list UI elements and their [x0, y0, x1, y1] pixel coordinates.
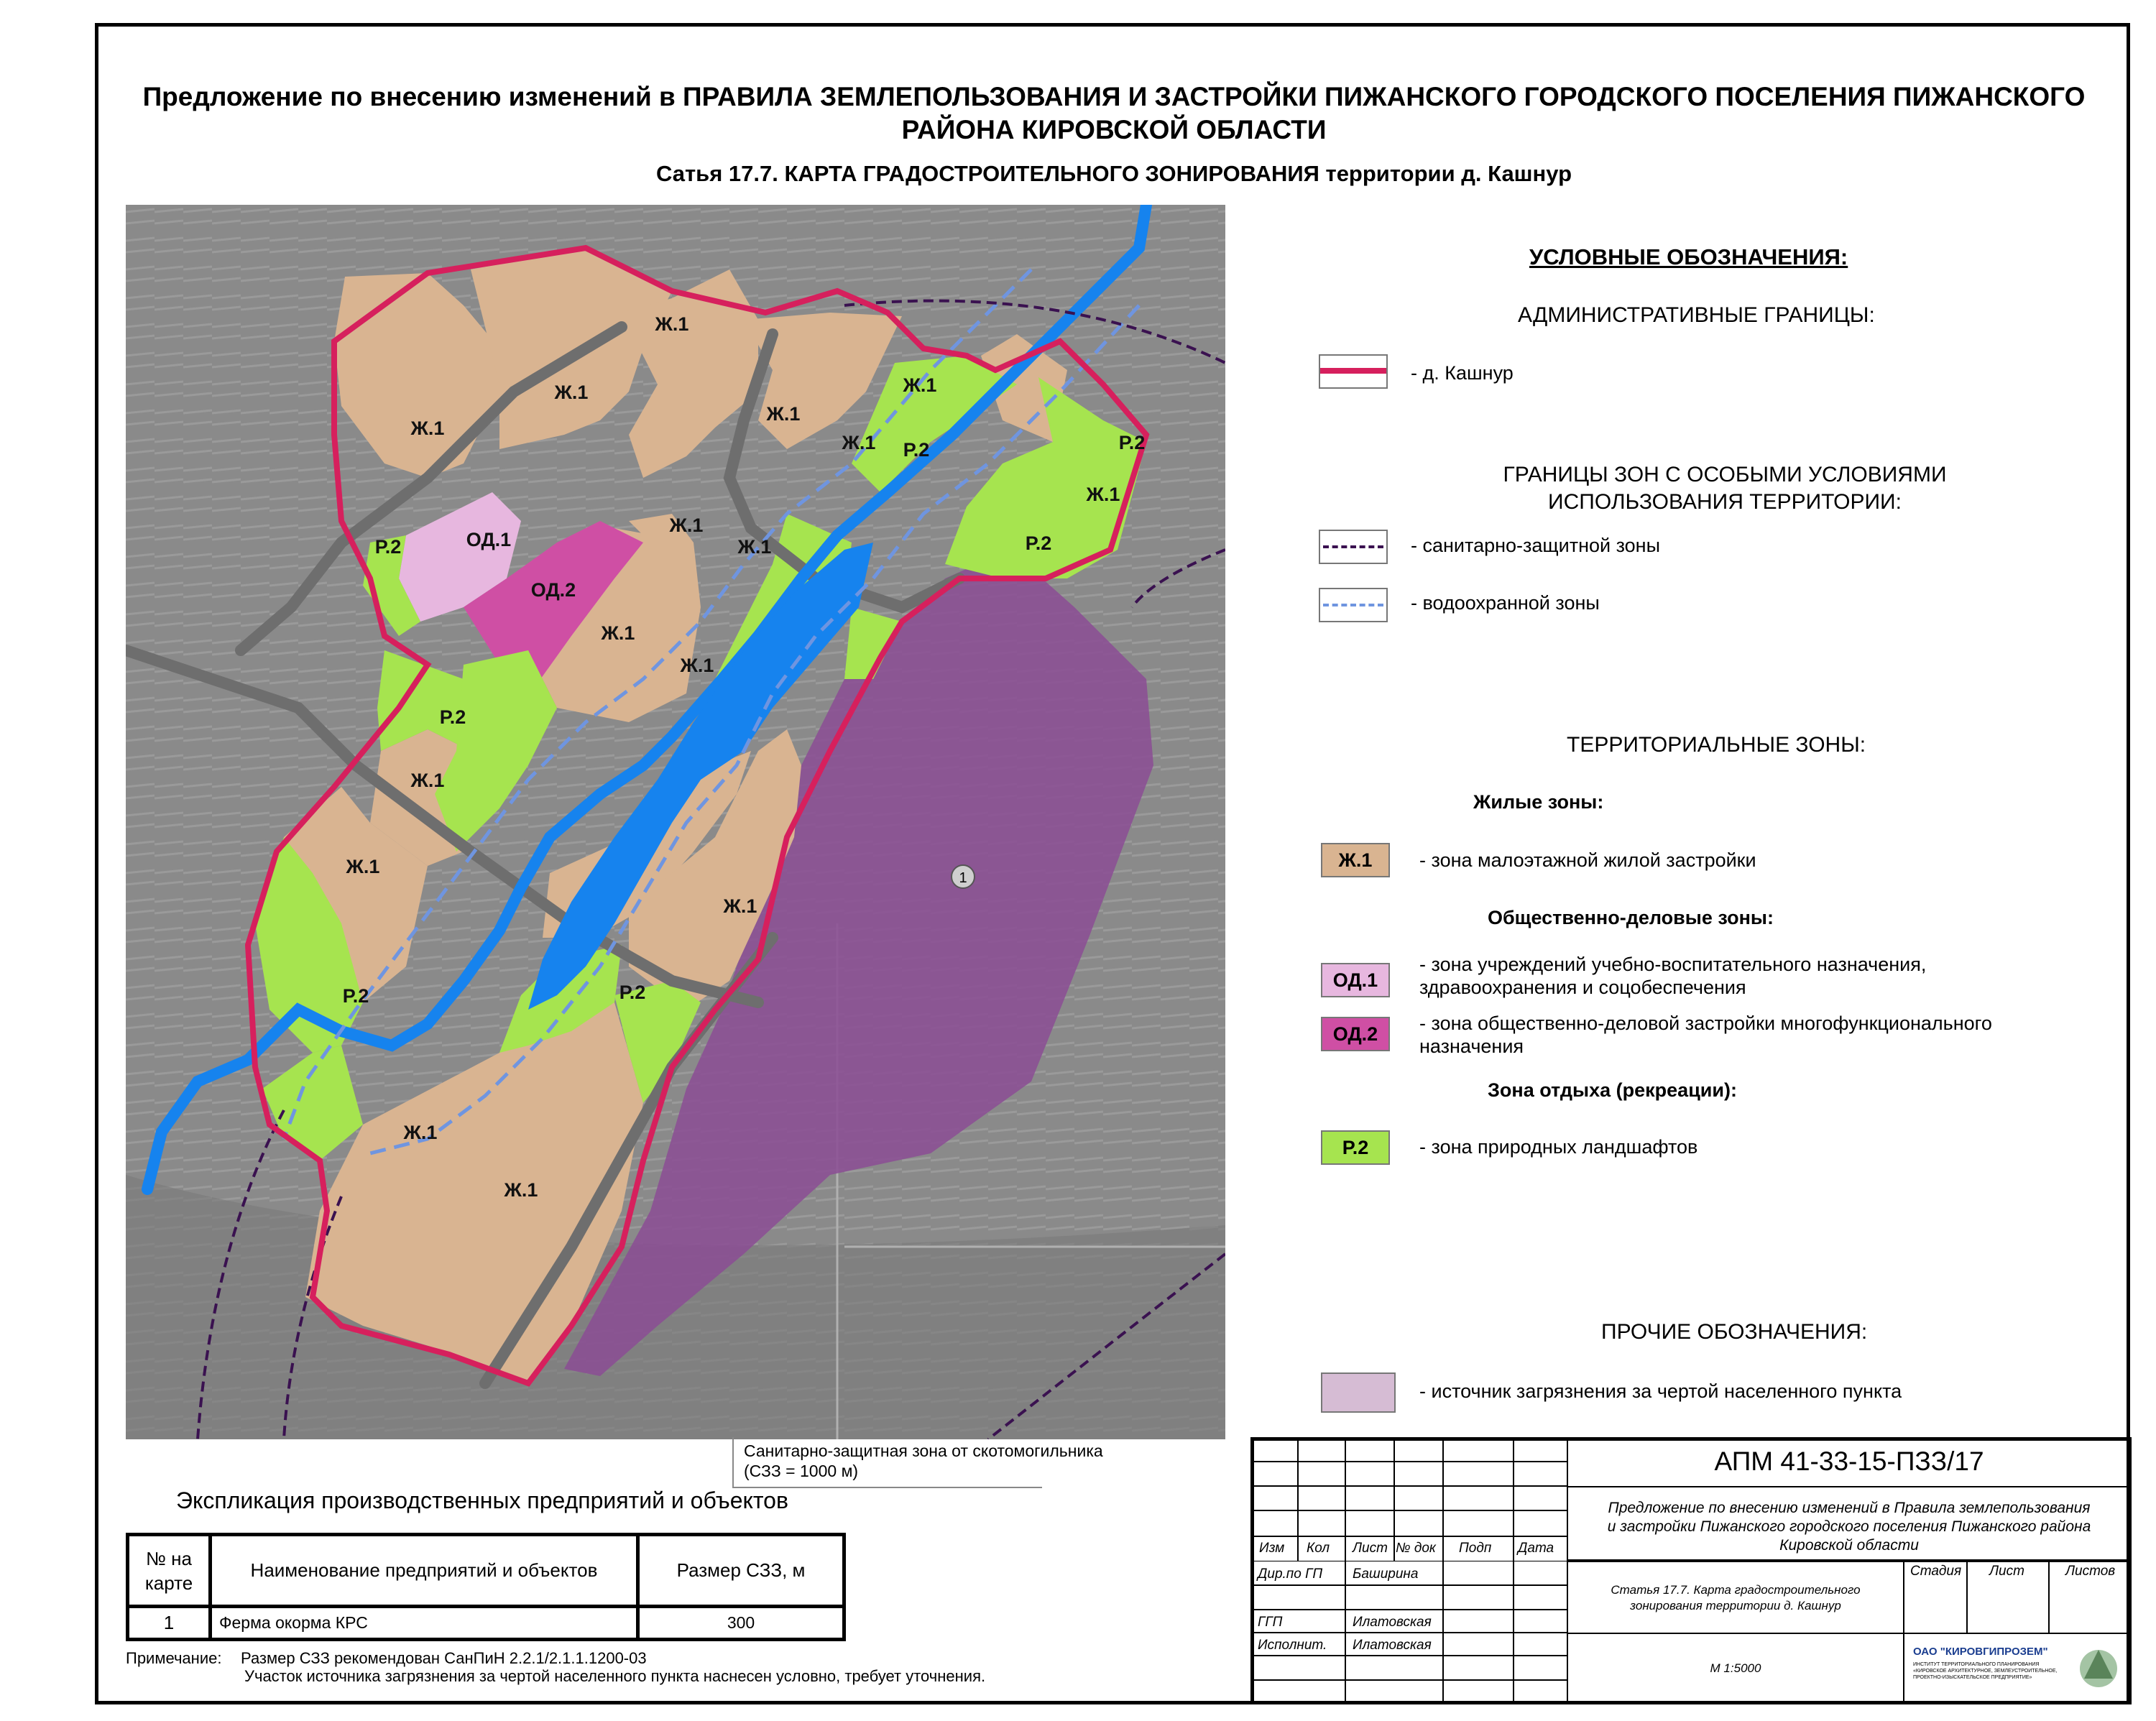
- zone-label: Р.2: [1118, 432, 1146, 453]
- business-heading: Общественно-деловые зоны:: [1488, 907, 1774, 928]
- zone-label: Р.2: [1025, 532, 1052, 554]
- special-heading: ГРАНИЦЫ ЗОН С ОСОБЫМИ УСЛОВИЯМИ ИСПОЛЬЗОВАНИЯ ТЕРРИТОРИИ:: [1503, 463, 1947, 514]
- zone-label: Ж.1: [554, 382, 589, 403]
- zone-label: Р.2: [342, 985, 369, 1007]
- zone-label: Ж.1: [504, 1179, 538, 1201]
- table-header: Наименование предприятий и объектов: [211, 1535, 638, 1607]
- zone-label: Р.2: [903, 439, 930, 461]
- od2-item: - зона общественно-деловой застройки многофункционального назначения: [1419, 1012, 1992, 1057]
- table-header: Размер СЗЗ, м: [638, 1535, 844, 1607]
- scale-label: М 1:5000: [1567, 1633, 1904, 1704]
- admin-item: - д. Кашнур: [1411, 362, 1514, 384]
- note-label: Примечание:: [126, 1649, 222, 1667]
- zone-label: Р.2: [439, 706, 466, 728]
- table-header: № на карте: [128, 1535, 211, 1607]
- role-label: ГГП: [1258, 1615, 1283, 1630]
- sheets-cell: [2048, 1561, 2132, 1634]
- zone-label: Ж.1: [903, 374, 937, 396]
- od1-swatch: ОД.1: [1321, 963, 1390, 997]
- territorial-heading: ТЕРРИТОРИАЛЬНЫЕ ЗОНЫ:: [1567, 733, 1866, 757]
- title-line-1: Предложение по внесению изменений в ПРАВИЛА ЗЕМЛЕПОЛЬЗОВАНИЯ И ЗАСТРОЙКИ ПИЖАНСКОГО ГОРОДСКОГО ПОСЕЛЕНИЯ ПИЖАНСКОГО: [142, 82, 2086, 111]
- sheets-header: Листов: [2065, 1564, 2116, 1579]
- title-line-2: РАЙОНА КИРОВСКОЙ ОБЛАСТИ: [901, 115, 1327, 144]
- zone-label: Р.2: [619, 982, 646, 1003]
- name-label: Баширина: [1353, 1567, 1419, 1582]
- org-name: ОАО "КИРОВГИПРОЗЕМ": [1913, 1646, 2064, 1658]
- zh1-swatch: Ж.1: [1321, 843, 1390, 877]
- drawing-description: Предложение по внесению изменений в Правила землепользования и застройки Пижанского городского поселения Пижанского района Кировской области: [1567, 1486, 2132, 1561]
- zone-label: ОД.2: [530, 579, 576, 601]
- note-line-1: Размер СЗЗ рекомендован СанПиН 2.2.1/2.1.1.1200-03: [241, 1649, 647, 1667]
- object-number: 1: [959, 870, 967, 886]
- sanitary-zone-caption: Санитарно-защитная зона от скотомогильника (СЗЗ = 1000 м): [744, 1441, 1103, 1480]
- zone-label: Ж.1: [403, 1122, 438, 1143]
- sanitary-line-swatch: [1319, 530, 1388, 564]
- name-label: Илатовская: [1353, 1638, 1432, 1653]
- table-cell: Ферма окорма КРС: [211, 1607, 638, 1640]
- zone-label: Ж.1: [842, 432, 876, 453]
- note-line-2: Участок источника загрязнения за чертой населенного пункта наснесен условно, требует уточнения.: [244, 1667, 986, 1685]
- col-header: Лист: [1353, 1541, 1388, 1556]
- zoning-map: [126, 205, 1225, 1439]
- role-label: Исполнит.: [1258, 1638, 1327, 1653]
- sheet-title: Статья 17.7. Карта градостроительного зонирования территории д. Кашнур: [1567, 1561, 1904, 1634]
- zone-label: Ж.1: [766, 403, 801, 425]
- r2-item: - зона природных ландшафтов: [1419, 1136, 1698, 1158]
- boundary-swatch: [1319, 354, 1388, 389]
- drawing-code: АПМ 41-33-15-ПЗЗ/17: [1567, 1437, 2132, 1487]
- zone-label: ОД.1: [466, 529, 512, 550]
- stage-header: Стадия: [1910, 1564, 1962, 1579]
- org-logo-cell: [1903, 1633, 2132, 1704]
- zone-label: Ж.1: [737, 536, 772, 558]
- legend-heading: УСЛОВНЫЕ ОБОЗНАЧЕНИЯ:: [1529, 244, 1848, 269]
- explication-title: Экспликация производственных предприятий и объектов: [176, 1487, 788, 1513]
- sheet-cell: [1966, 1561, 2050, 1634]
- col-header: Кол: [1307, 1541, 1330, 1556]
- pollution-item: - источник загрязнения за чертой населенного пункта: [1419, 1380, 1902, 1402]
- zone-label: Ж.1: [723, 895, 757, 917]
- map-subtitle: Сатья 17.7. КАРТА ГРАДОСТРОИТЕЛЬНОГО ЗОНИРОВАНИЯ территории д. Кашнур: [655, 161, 1572, 186]
- od2-swatch: ОД.2: [1321, 1017, 1390, 1051]
- zone-label: Ж.1: [410, 417, 445, 439]
- table-row: [128, 1607, 844, 1640]
- zone-label: Р.2: [374, 536, 402, 558]
- table-cell: 300: [638, 1607, 844, 1640]
- r2-swatch: Р.2: [1321, 1130, 1390, 1165]
- caption-leader: [711, 1437, 1042, 1495]
- other-heading: ПРОЧИЕ ОБОЗНАЧЕНИЯ:: [1601, 1320, 1868, 1344]
- sanitary-item: - санитарно-защитной зоны: [1411, 535, 1660, 556]
- org-emblem-icon: [2077, 1643, 2120, 1696]
- zh1-item: - зона малоэтажной жилой застройки: [1419, 849, 1756, 871]
- waterprot-line-swatch: [1319, 588, 1388, 622]
- table-cell: 1: [128, 1607, 211, 1640]
- role-label: Дир.по ГП: [1258, 1567, 1323, 1582]
- zone-label: Ж.1: [410, 770, 445, 791]
- waterprot-item: - водоохранной зоны: [1411, 592, 1600, 614]
- name-label: Илатовская: [1353, 1615, 1432, 1630]
- stage-cell: [1903, 1561, 1968, 1634]
- recreation-heading: Зона отдыха (рекреации):: [1488, 1079, 1737, 1101]
- admin-heading: АДМИНИСТРАТИВНЫЕ ГРАНИЦЫ:: [1518, 303, 1875, 327]
- col-header: № док: [1396, 1541, 1436, 1556]
- od1-item: - зона учреждений учебно-воспитательного назначения, здравоохранения и соцобеспечения: [1419, 954, 1927, 998]
- zone-label: Ж.1: [346, 856, 380, 877]
- zone-label: Ж.1: [1086, 484, 1120, 505]
- col-header: Подп: [1459, 1541, 1492, 1556]
- org-subtitle: ИНСТИТУТ ТЕРРИТОРИАЛЬНОГО ПЛАНИРОВАНИЯ «КИРОВСКОЕ АРХИТЕКТУРНОЕ, ЗЕМЛЕУСТРОИТЕЛЬНОЕ, ПРОЕКТНО-ИЗЫСКАТЕЛЬСКОЕ ПРЕДПРИЯТИЕ»: [1913, 1662, 2058, 1680]
- pollution-swatch: [1321, 1372, 1396, 1413]
- title-block: [1250, 1437, 2132, 1704]
- zone-label: Ж.1: [680, 655, 714, 676]
- explication-table: [126, 1533, 846, 1641]
- zone-label: Ж.1: [669, 515, 704, 536]
- zone-label: Ж.1: [601, 622, 635, 644]
- zone-label: Ж.1: [655, 313, 689, 335]
- col-header: Изм: [1259, 1541, 1285, 1556]
- sheet-header: Лист: [1989, 1564, 2024, 1579]
- residential-heading: Жилые зоны:: [1473, 791, 1604, 813]
- signatures-grid: [1250, 1561, 1567, 1704]
- col-header: Дата: [1518, 1541, 1554, 1556]
- revision-header-row: [1250, 1536, 1567, 1561]
